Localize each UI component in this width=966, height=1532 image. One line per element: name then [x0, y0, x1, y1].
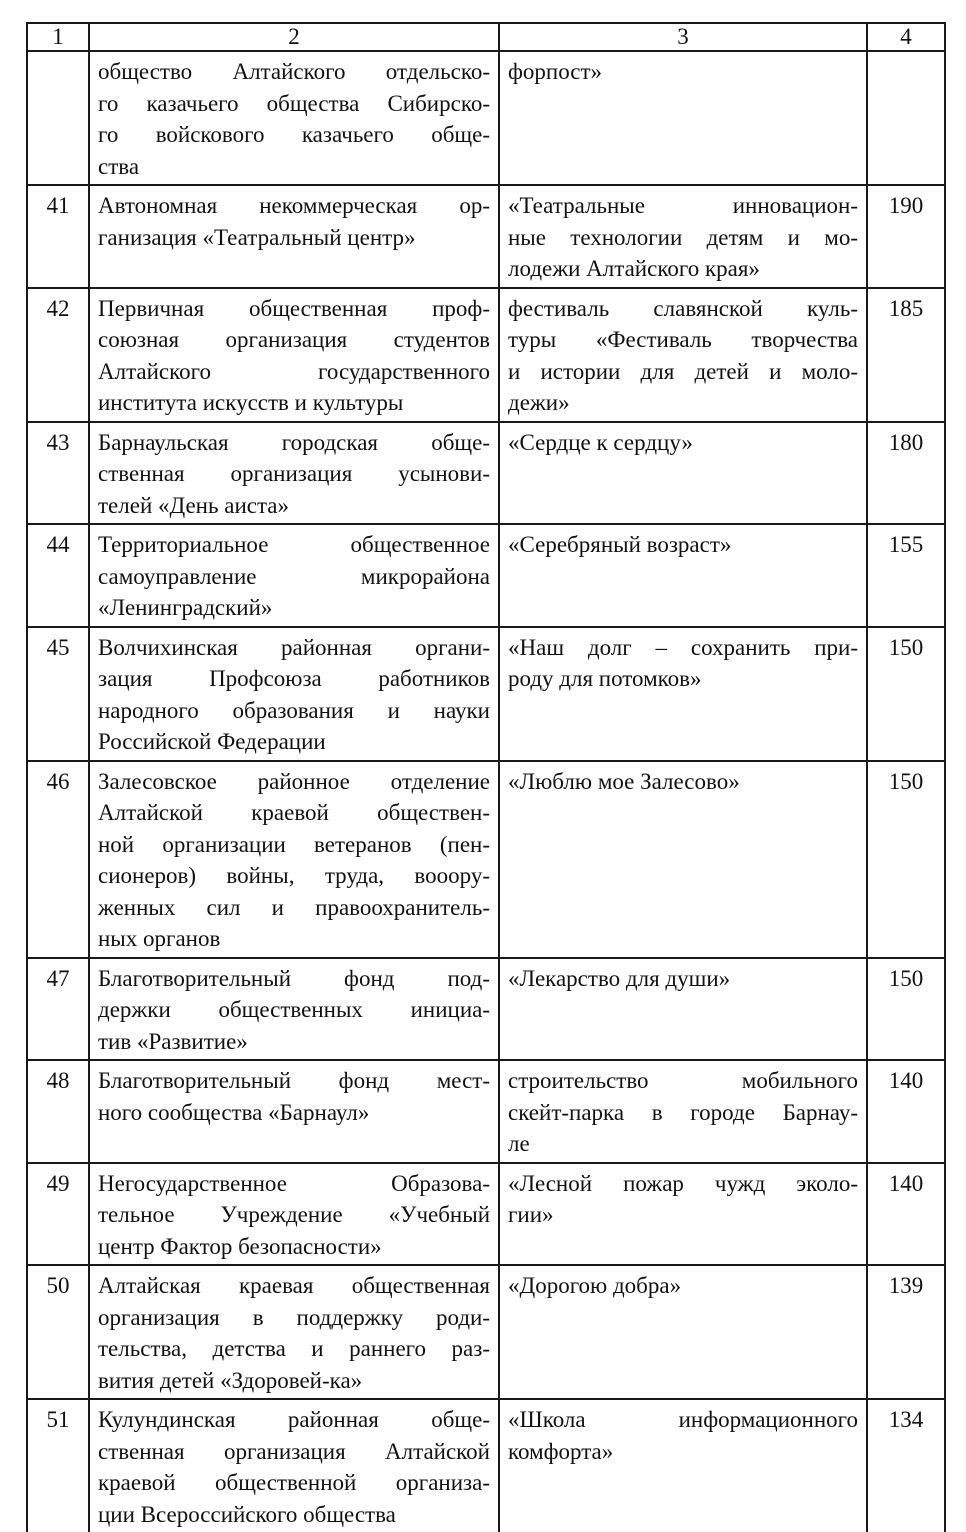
score-value: 180: [867, 422, 945, 525]
organization-name: [89, 185, 499, 288]
row-number: 50: [27, 1265, 89, 1399]
organization-name: [89, 1399, 499, 1532]
organization-name-line: «Ленинградский»: [98, 595, 273, 620]
project-title: [499, 185, 867, 288]
project-title-line: лодежи Алтайского края»: [508, 256, 760, 281]
table-row: [27, 422, 945, 525]
row-number: 44: [27, 524, 89, 627]
organization-name-line: го войскового казачьего обще-: [98, 122, 490, 147]
organization-name: [89, 422, 499, 525]
organization-name-line: зация Профсоюза работников: [98, 666, 490, 691]
organization-name-line: женных сил и правоохранитель-: [98, 894, 490, 920]
project-title-line: «Люблю мое Залесово»: [508, 768, 740, 794]
row-number: 41: [27, 185, 89, 288]
organization-name-line: краевой общественной организа-: [98, 1470, 490, 1495]
project-title-line: форпост»: [508, 59, 603, 84]
organization-name: [89, 1163, 499, 1266]
organization-name-line: Алтайская краевая общественная: [98, 1273, 490, 1298]
organization-name: [89, 524, 499, 627]
organization-name-line: Автономная некоммерческая ор-: [98, 193, 490, 218]
project-title: [499, 51, 867, 185]
project-title-line: комфорта»: [508, 1438, 614, 1464]
organization-name-line: ственная организация усынови-: [98, 461, 490, 486]
project-title-line: ные технологии детям и мо-: [508, 224, 858, 250]
table-row: [27, 1399, 945, 1532]
row-number: [27, 51, 89, 185]
project-title-line: «Лекарство для души»: [508, 965, 731, 991]
project-title: [499, 627, 867, 761]
organization-name-line: ции Всероссийского общества: [98, 1501, 396, 1527]
row-number: 51: [27, 1399, 89, 1532]
project-title-line: фестиваль славянской куль-: [508, 295, 858, 321]
organization-name-line: организация в поддержку роди-: [98, 1304, 490, 1330]
header-col-3: 3: [499, 23, 867, 51]
organization-name-line: центр Фактор безопасности»: [98, 1233, 382, 1259]
score-value: [867, 51, 945, 185]
score-value: 150: [867, 761, 945, 958]
table-row: [27, 524, 945, 627]
row-number: 49: [27, 1163, 89, 1266]
score-value: 150: [867, 958, 945, 1061]
table-row: [27, 185, 945, 288]
project-title-line: «Дорогою добра»: [508, 1273, 682, 1298]
organization-name: [89, 288, 499, 422]
row-number: 46: [27, 761, 89, 958]
organization-name: [89, 958, 499, 1061]
row-number: 42: [27, 288, 89, 422]
project-title: [499, 761, 867, 958]
organization-name-line: тельное Учреждение «Учебный: [98, 1202, 490, 1227]
row-number: 47: [27, 958, 89, 1061]
table-body: [27, 23, 945, 1532]
project-title: [499, 1060, 867, 1163]
organization-name-line: Благотворительный фонд мест-: [98, 1068, 490, 1093]
row-number: 45: [27, 627, 89, 761]
project-title-line: «Школа информационного: [508, 1407, 858, 1432]
project-title: [499, 1163, 867, 1266]
project-title-line: «Театральные инновацион-: [508, 193, 858, 218]
header-col-4: 4: [867, 23, 945, 51]
score-value: 140: [867, 1060, 945, 1163]
header-col-2: 2: [89, 23, 499, 51]
organization-name-line: Благотворительный фонд под-: [98, 965, 490, 991]
project-title: [499, 524, 867, 627]
table-row: [27, 761, 945, 958]
project-title: [499, 422, 867, 525]
score-value: 139: [867, 1265, 945, 1399]
organization-name-line: Залесовское районное отделение: [98, 768, 490, 794]
organization-name-line: ганизация «Театральный центр»: [98, 224, 416, 250]
project-title-line: «Наш долг – сохранить при-: [508, 634, 858, 660]
organization-name-line: Барнаульская городская обще-: [98, 429, 490, 455]
organization-name-line: института искусств и культуры: [98, 390, 404, 415]
score-value: 155: [867, 524, 945, 627]
organization-name-line: го казачьего общества Сибирско-: [98, 90, 490, 116]
organization-name-line: Негосударственное Образова-: [98, 1170, 490, 1196]
project-title-line: туры «Фестиваль творчества: [508, 327, 858, 352]
project-title-line: дежи»: [508, 390, 570, 415]
table-row: [27, 51, 945, 185]
organization-name-line: Кулундинская районная обще-: [98, 1407, 490, 1432]
project-title-line: гии»: [508, 1202, 554, 1227]
project-title-line: «Сердце к сердцу»: [508, 429, 693, 455]
project-title-line: роду для потомков»: [508, 666, 702, 691]
project-title: [499, 288, 867, 422]
organization-name-line: ной организации ветеранов (пен-: [98, 831, 490, 857]
organization-name-line: общество Алтайского отдельско-: [98, 59, 490, 84]
organization-name: [89, 1265, 499, 1399]
score-value: 150: [867, 627, 945, 761]
header-col-1: 1: [27, 23, 89, 51]
organization-name-line: Волчихинская районная органи-: [98, 634, 490, 660]
organization-name-line: телей «День аиста»: [98, 492, 289, 518]
organization-name-line: народного образования и науки: [98, 697, 490, 723]
organization-name-line: вития детей «Здоровей-ка»: [98, 1367, 363, 1393]
table-row: [27, 1163, 945, 1266]
organization-name-line: ного сообщества «Барнаул»: [98, 1099, 370, 1125]
table-row: [27, 1060, 945, 1163]
score-value: 190: [867, 185, 945, 288]
project-title-line: скейт-парка в городе Барнау-: [508, 1099, 858, 1125]
row-number: 43: [27, 422, 89, 525]
organization-name-line: тив «Развитие»: [98, 1028, 248, 1054]
score-value: 134: [867, 1399, 945, 1532]
organization-name-line: Алтайской краевой обществен-: [98, 800, 490, 825]
organization-name-line: Первичная общественная проф-: [98, 295, 490, 321]
table-row: [27, 627, 945, 761]
organization-name-line: Алтайского государственного: [98, 358, 490, 384]
organization-name-line: ных органов: [98, 926, 221, 951]
organization-name-line: держки общественных инициа-: [98, 997, 490, 1022]
table-row: [27, 1265, 945, 1399]
organization-name-line: Российской Федерации: [98, 729, 326, 754]
project-title-line: «Серебряный возраст»: [508, 532, 732, 557]
table-row: [27, 958, 945, 1061]
organization-name-line: ства: [98, 153, 140, 179]
organization-name: [89, 627, 499, 761]
project-title-line: и истории для детей и моло-: [508, 358, 858, 384]
score-value: 185: [867, 288, 945, 422]
organization-name-line: тельства, детства и раннего раз-: [98, 1336, 490, 1361]
organization-name: [89, 1060, 499, 1163]
document-table: [26, 22, 946, 1532]
header-row: [27, 23, 945, 51]
organization-name-line: ственная организация Алтайской: [98, 1438, 490, 1464]
table-row: [27, 288, 945, 422]
organization-name: [89, 51, 499, 185]
project-title: [499, 1265, 867, 1399]
organization-name-line: сионеров) войны, труда, вооору-: [98, 863, 490, 888]
project-title-line: «Лесной пожар чужд эколо-: [508, 1170, 858, 1196]
organization-name-line: самоуправление микрорайона: [98, 563, 490, 589]
organization-name-line: союзная организация студентов: [98, 327, 490, 352]
project-title: [499, 1399, 867, 1532]
organization-name-line: Территориальное общественное: [98, 532, 490, 557]
row-number: 48: [27, 1060, 89, 1163]
project-title: [499, 958, 867, 1061]
project-title-line: строительство мобильного: [508, 1068, 858, 1093]
project-title-line: ле: [508, 1131, 530, 1156]
score-value: 140: [867, 1163, 945, 1266]
organization-name: [89, 761, 499, 958]
